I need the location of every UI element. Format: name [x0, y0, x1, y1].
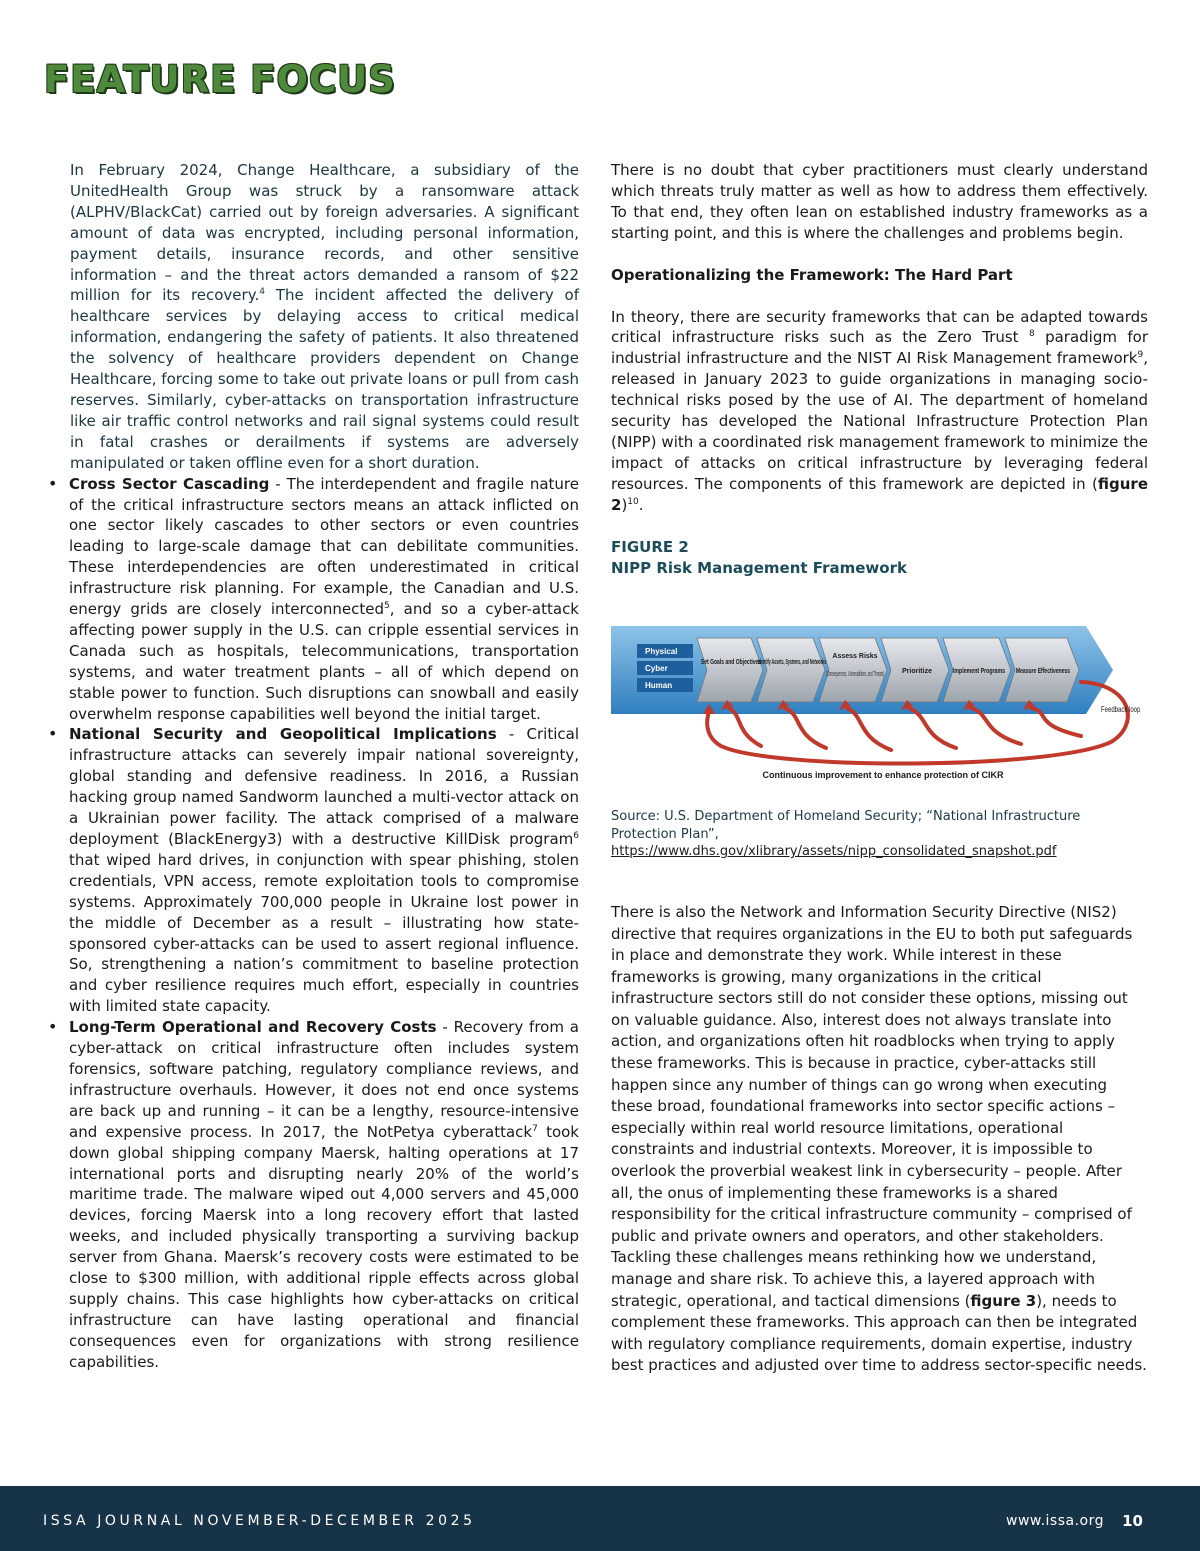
- nipp-diagram: [611, 624, 1148, 788]
- step-label-prioritize: Prioritize: [902, 668, 932, 676]
- label-human: Human: [645, 681, 673, 691]
- bullet-list: [48, 474, 579, 1373]
- bullet-title: Long-Term Operational and Recovery Costs: [69, 1018, 437, 1037]
- bullet-title: Cross Sector Cascading: [69, 474, 270, 493]
- list-item: • Cross Sector Cascading - The interdependent and fragile nature of the critical infrastructure sectors means an attack inflicted on one sector likely cascades to other sectors or even countries leading to large-scale damage that can debilitate communities. These interdependencies are often underestimated in critical infrastructure risk planning. For example, the Canadian and U.S. energy grids are closely interconnected$^5$, and so a cyber-attack affecting power supply in the U.S. can cripple essential services in Canada such as hospitals, telecommunications, transportation systems, and water treatment plants – all of which depend on stable power to function. Such disruptions can snowball and easily overwhelm response capabilities well beyond the initial target.: [48, 474, 579, 725]
- bottom-caption: Continuous improvement to enhance protection of CIKR: [762, 770, 1004, 781]
- feedback-loop-label: Feedback loop: [1101, 706, 1141, 715]
- figure-title: NIPP Risk Management Framework: [611, 558, 907, 577]
- nipp-figure: [611, 624, 1148, 788]
- step-label-identify-assets: Identify Assets, Systems, and Networks: [757, 659, 827, 667]
- step-label-measure: Measure Effectiveness: [1015, 667, 1071, 676]
- feedback-arrow: [847, 708, 891, 750]
- page-number: 10: [1122, 1512, 1143, 1530]
- right-column: [611, 160, 1148, 1377]
- journal-issue: ISSA JOURNAL NOVEMBER-DECEMBER 2025: [43, 1513, 476, 1529]
- intro-paragraph: In February 2024, Change Healthcare, a subsidiary of the UnitedHealth Group was struck by a ransomware attack (ALPHV/BlackCat) carried out by foreign adversaries. A significant amount of data was encrypted, including personal information, payment details, insurance records, and other sensitive information – and the threat actors demanded a ransom of $22 million for its recovery.$^4$ The incident affected the delivery of healthcare services by delaying access to critical medical information, endangering the safety of patients. It also threatened the solvency of healthcare providers dependent on Change Healthcare, forcing some to take out private loans or pull from cash reserves. Similarly, cyber-attacks on transportation infrastructure like air traffic control networks and rail signal systems could result in fatal crashes or derailments if systems are adversely manipulated or taken offline even for a short duration.: [70, 161, 579, 472]
- step-chevron: [757, 638, 825, 702]
- left-column: [48, 160, 579, 1373]
- step-label-implement: Implement Programs: [952, 667, 1006, 676]
- bullet-title: National Security and Geopolitical Implications: [69, 725, 497, 744]
- figure-source: Source: U.S. Department of Homeland Security; “National Infrastructure Protection Plan”, https://www.dhs.gov/xlibrary/assets/nipp_consolidated_snapshot.pdf: [611, 809, 1081, 860]
- step-label-assess-risks: Assess Risks: [832, 653, 878, 661]
- footer-website-link[interactable]: www.issa.org: [1006, 1513, 1104, 1529]
- footer-bar: [0, 1486, 1200, 1551]
- section-heading: Operationalizing the Framework: The Hard Part: [611, 265, 1013, 284]
- page-title: FEATURE FOCUS: [44, 58, 396, 101]
- source-link[interactable]: https://www.dhs.gov/xlibrary/assets/nipp_consolidated_snapshot.pdf: [611, 844, 1057, 860]
- list-item: • Long-Term Operational and Recovery Costs - Recovery from a cyber-attack on critical infrastructure often includes system forensics, software patching, regulatory compliance reviews, and infrastructure overhauls. However, it does not end once systems are back up and running – it can be a lengthy, resource-intensive and expensive process. In 2017, the NotPetya cyberattack$^7$ took down global shipping company Maersk, halting operations at 17 international ports and disrupting nearly 20% of the world’s maritime trade. The malware wiped out 4,000 servers and 45,000 devices, forcing Maersk into a long recovery effort that lasted weeks, and included physically transporting a surviving backup server from Ghana. Maersk’s recovery costs were estimated to be close to $300 million, with additional ripple effects across global supply chains. This case highlights how cyber-attacks on critical infrastructure can have lasting operational and financial consequences even for organizations with strong resilience capabilities.: [48, 1017, 579, 1372]
- paragraph-frameworks: In theory, there are security frameworks that can be adapted towards critical infrastructure risks such as the Zero Trust $^8$ paradigm for industrial infrastructure and the NIST AI Risk Management framework$^9$, released in January 2023 to guide organizations in managing socio-technical risks posed by the use of AI. The department of homeland security has developed the National Infrastructure Protection Plan (NIPP) with a coordinated risk management framework to minimize the impact of attacks on critical infrastructure by leveraging federal resources. The components of this framework are depicted in (figure 2)$^{10}$.: [611, 307, 1148, 514]
- step-chevron: [697, 638, 763, 702]
- assess-sub-label: (Consequences, Vulnerabilities, and Threats): [825, 671, 885, 680]
- step-label-set-goals: Set Goals and Objectives: [700, 658, 762, 667]
- figure-label: FIGURE 2: [611, 537, 689, 556]
- paragraph-nis2: There is also the Network and Information Security Directive (NIS2) directive that requires organizations in the EU to both put safeguards in place and demonstrate they work. While interest in these frameworks is growing, many organizations in the critical infrastructure sectors still do not consider these options, missing out on valuable guidance. Also, interest does not always translate into action, and organizations often hit roadblocks when trying to apply these frameworks. This is because in practice, cyber-attacks still happen since any number of things can go wrong when executing these broad, foundational frameworks into sector specific actions – especially within real world resource limitations, operational constraints and industrial contexts. Moreover, it is impossible to overlook the proverbial weakest link in cybersecurity – people. After all, the onus of implementing these frameworks is a shared responsibility for the critical infrastructure community – comprised of public and private owners and operators, and other stakeholders. Tackling these challenges means rethinking how we understand, manage and share risk. To achieve this, a layered approach with strategic, operational, and tactical dimensions (figure 3), needs to complement these frameworks. This approach can then be integrated with regulatory compliance requirements, domain expertise, industry best practices and adjusted over time to address sector-specific needs.: [611, 902, 1147, 1375]
- paragraph-intro: There is no doubt that cyber practitioners must clearly understand which threats truly matter as well as how to address them effectively. To that end, they often lean on established industry frameworks as a starting point, and this is where the challenges and problems begin.: [611, 161, 1148, 242]
- label-physical: Physical: [645, 647, 678, 657]
- label-cyber: Cyber: [645, 664, 668, 674]
- list-item: • National Security and Geopolitical Implications - Critical infrastructure attacks can severely impair national sovereignty, global standing and defensive readiness. In 2016, a Russian hacking group named Sandworm launched a multi-vector attack on a Ukrainian power facility. The attack comprised of a malware deployment (BlackEnergy3) with a destructive KillDisk program$^6$ that wiped hard drives, in conjunction with spear phishing, stolen credentials, VPN access, remote exploitation tools to compromise systems. Approximately 700,000 people in Ukraine lost power in the middle of December as a result – illustrating how state-sponsored cyber-attacks can be used to assert regional influence. So, strengthening a nation’s commitment to baseline protection and cyber resilience requires much effort, especially in countries with limited state capacity.: [48, 724, 579, 1017]
